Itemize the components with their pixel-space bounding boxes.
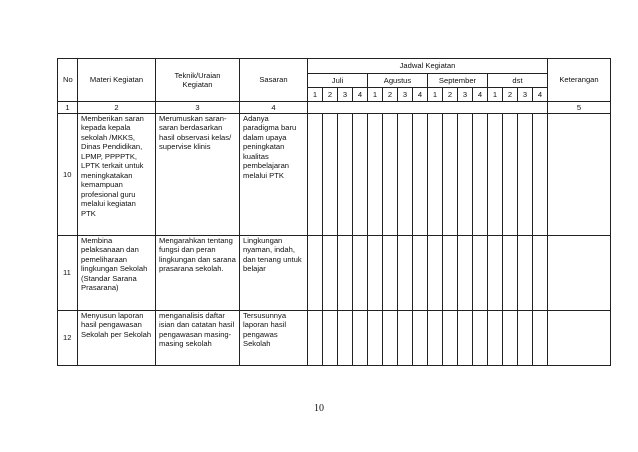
week-header: 4 — [353, 88, 368, 102]
week-header: 4 — [413, 88, 428, 102]
schedule-cell — [428, 236, 443, 311]
week-header: 2 — [323, 88, 338, 102]
schedule-cell — [398, 114, 413, 236]
table-row — [58, 236, 611, 311]
schedule-cell — [413, 236, 428, 311]
schedule-cell — [308, 236, 323, 311]
schedule-cell — [458, 311, 473, 366]
schedule-cell — [413, 114, 428, 236]
schedule-cell — [533, 236, 548, 311]
schedule-cell — [308, 311, 323, 366]
schedule-cell — [443, 311, 458, 366]
week-header: 2 — [383, 88, 398, 102]
schedule-cell — [458, 114, 473, 236]
row-materi: Memberikan saran kepada kepala sekolah /MKKS, Dinas Pendidikan, LPMP, PPPPTK, LPTK terkait untuk meningkatakan kemampuan profesional guru melalui kegiatan PTK — [78, 114, 156, 236]
row-teknik: Mengarahkan tentang fungsi dan peran lingkungan dan sarana prasarana sekolah. — [156, 236, 240, 311]
schedule-cell — [413, 311, 428, 366]
schedule-cell — [383, 114, 398, 236]
schedule-cell — [398, 236, 413, 311]
schedule-cell — [443, 114, 458, 236]
header-no: No — [58, 59, 78, 102]
schedule-cell — [323, 114, 338, 236]
week-header: 2 — [503, 88, 518, 102]
schedule-cell — [353, 236, 368, 311]
schedule-cell — [503, 311, 518, 366]
schedule-cell — [338, 236, 353, 311]
row-teknik: Merumuskan saran- saran berdasarkan hasil observasi kelas/ supervise klinis — [156, 114, 240, 236]
header-jadwal: Jadwal Kegiatan — [308, 59, 548, 74]
header-materi: Materi Kegiatan — [78, 59, 156, 102]
schedule-table — [57, 58, 611, 366]
schedule-cell — [473, 311, 488, 366]
month-header: Agustus — [368, 74, 428, 88]
schedule-cell — [368, 236, 383, 311]
schedule-cell — [353, 114, 368, 236]
schedule-cell — [428, 311, 443, 366]
schedule-cell — [368, 114, 383, 236]
header-sasaran: Sasaran — [240, 59, 308, 102]
row-number: 12 — [58, 311, 78, 366]
index-cell-jadwal — [308, 102, 548, 114]
table-row — [58, 114, 611, 236]
week-header: 1 — [368, 88, 383, 102]
page-number: 10 — [314, 403, 324, 414]
header-keterangan: Keterangan — [548, 59, 611, 102]
week-header: 3 — [338, 88, 353, 102]
schedule-cell — [458, 236, 473, 311]
table-row — [58, 311, 611, 366]
week-header: 4 — [533, 88, 548, 102]
schedule-cell — [323, 311, 338, 366]
schedule-cell — [323, 236, 338, 311]
week-header: 3 — [398, 88, 413, 102]
row-number: 11 — [58, 236, 78, 311]
week-header: 3 — [458, 88, 473, 102]
schedule-cell — [338, 311, 353, 366]
index-cell-2: 2 — [78, 102, 156, 114]
month-header: dst — [488, 74, 548, 88]
row-keterangan — [548, 114, 611, 236]
row-number: 10 — [58, 114, 78, 236]
schedule-cell — [443, 236, 458, 311]
row-sasaran: Adanya paradigma baru dalam upaya peningkatan kualitas pembelajaran melalui PTK — [240, 114, 308, 236]
row-keterangan — [548, 236, 611, 311]
index-cell-5: 5 — [548, 102, 611, 114]
row-sasaran: Tersusunnya laporan hasil pengawas Sekolah — [240, 311, 308, 366]
index-cell-1: 1 — [58, 102, 78, 114]
week-header: 4 — [473, 88, 488, 102]
schedule-cell — [368, 311, 383, 366]
week-header: 1 — [308, 88, 323, 102]
row-materi: Menyusun laporan hasil pengawasan Sekolah per Sekolah — [78, 311, 156, 366]
row-materi: Membina pelaksanaan dan pemeliharaan lingkungan Sekolah (Standar Sarana Prasarana) — [78, 236, 156, 311]
schedule-cell — [383, 236, 398, 311]
header-teknik: Teknik/Uraian Kegiatan — [156, 59, 240, 102]
schedule-cell — [383, 311, 398, 366]
schedule-cell — [488, 236, 503, 311]
week-header: 2 — [443, 88, 458, 102]
schedule-cell — [518, 311, 533, 366]
schedule-cell — [428, 114, 443, 236]
row-teknik: menganalisis daftar isian dan catatan hasil pengawasan masing- masing sekolah — [156, 311, 240, 366]
schedule-cell — [503, 114, 518, 236]
schedule-cell — [473, 114, 488, 236]
index-cell-3: 3 — [156, 102, 240, 114]
schedule-cell — [353, 311, 368, 366]
schedule-cell — [338, 114, 353, 236]
schedule-cell — [533, 311, 548, 366]
month-header: Juli — [308, 74, 368, 88]
week-header: 3 — [518, 88, 533, 102]
month-header: September — [428, 74, 488, 88]
index-cell-4: 4 — [240, 102, 308, 114]
row-keterangan — [548, 311, 611, 366]
week-header: 1 — [428, 88, 443, 102]
schedule-cell — [308, 114, 323, 236]
week-header: 1 — [488, 88, 503, 102]
schedule-cell — [488, 311, 503, 366]
schedule-cell — [473, 236, 488, 311]
schedule-cell — [488, 114, 503, 236]
schedule-cell — [518, 236, 533, 311]
schedule-cell — [533, 114, 548, 236]
row-sasaran: Lingkungan nyaman, indah, dan tenang untuk belajar — [240, 236, 308, 311]
schedule-cell — [398, 311, 413, 366]
schedule-cell — [503, 236, 518, 311]
schedule-cell — [518, 114, 533, 236]
